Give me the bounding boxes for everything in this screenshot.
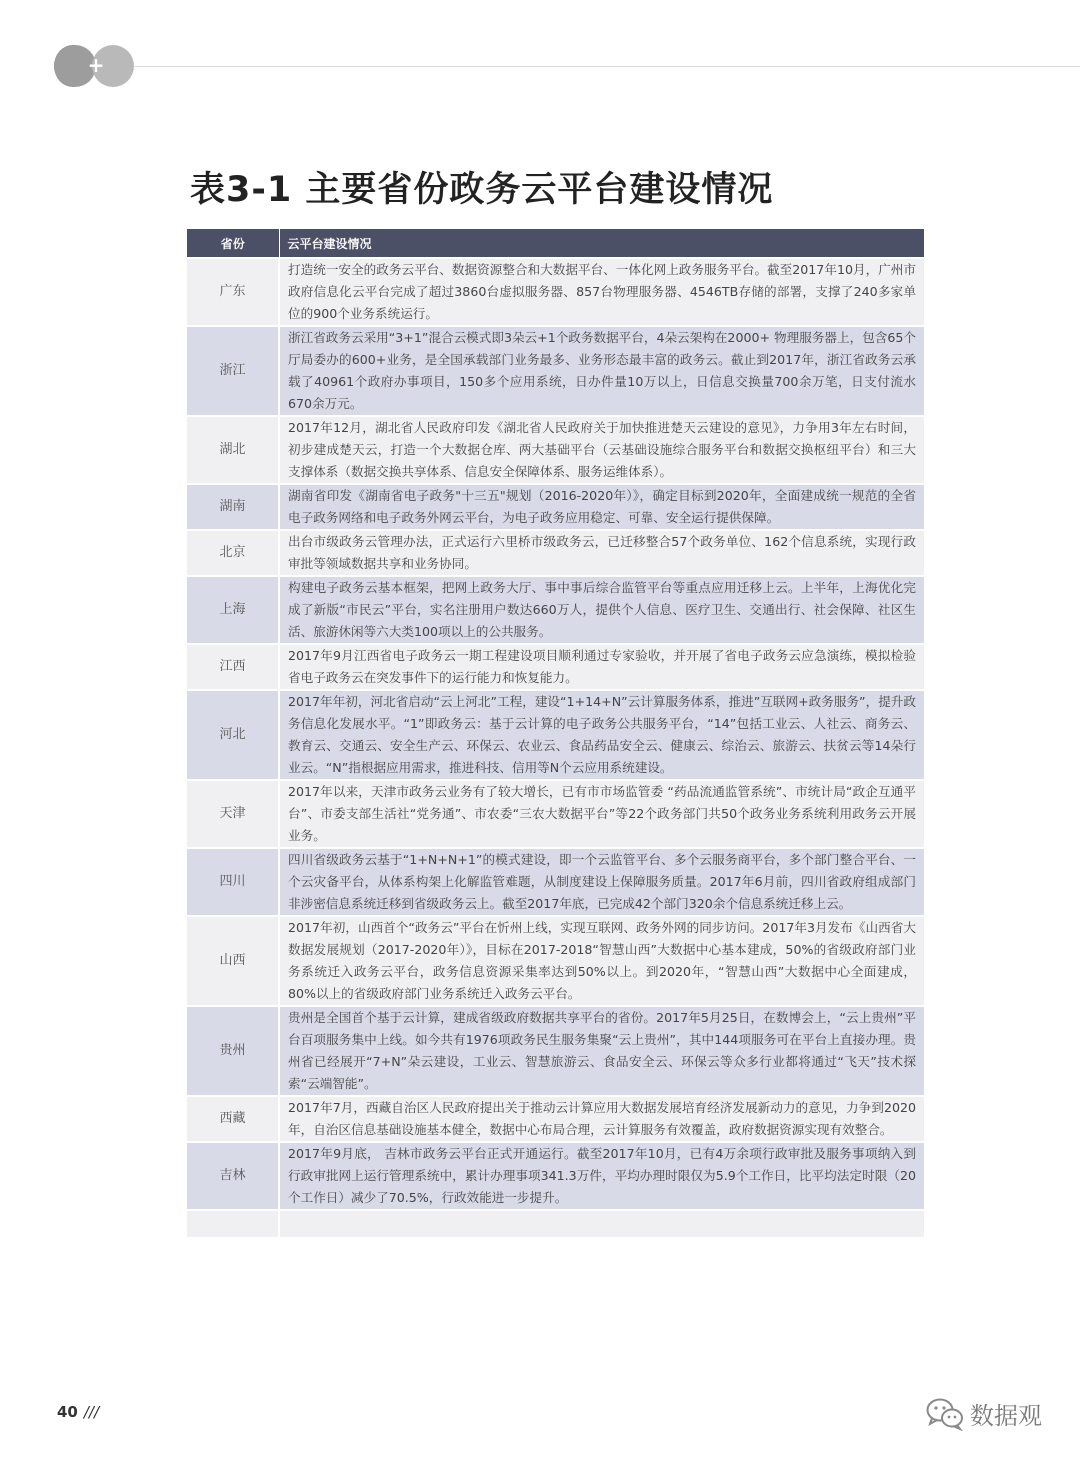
description-cell: [279, 1210, 924, 1238]
description-cell: 浙江省政务云采用“3+1”混合云模式即3朵云+1个政务数据平台，4朵云架构在2000+ 物理服务器上，包含65个厅局委办的600+业务，是全国承载部门业务最多、业务形态最丰富的政务云。截止到2017年，浙江省政务云承载了40961个政府办事项目，150多个应用系统，日办件量10万以上，日信息交换量700余万笔，日支付流水670余万元。: [279, 326, 924, 416]
province-cell: 吉林: [187, 1142, 279, 1210]
province-cell: 贵州: [187, 1006, 279, 1096]
province-cell: 上海: [187, 576, 279, 644]
table-row: [187, 326, 924, 416]
description-cell: 2017年12月，湖北省人民政府印发《湖北省人民政府关于加快推进楚天云建设的意见》，力争用3年左右时间，初步建成楚天云，打造一个大数据仓库、两大基础平台（云基础设施综合服务平台和数据交换枢纽平台）和三大支撑体系（数据交换共享体系、信息安全保障体系、服务运维体系）。: [279, 416, 924, 484]
description-cell: 贵州是全国首个基于云计算，建成省级政府数据共享平台的省份。2017年5月25日，在数博会上，“云上贵州”平台百项服务集中上线。如今共有1976项政务民生服务集聚“云上贵州”，其中144项服务可在平台上直接办理。贵州省已经展开“7+N”朵云建设，工业云、智慧旅游云、食品安全云、环保云等众多行业都将通过“飞天”技术探索“云端智能”。: [279, 1006, 924, 1096]
page-number: [57, 1403, 99, 1421]
header-description: 云平台建设情况: [279, 229, 924, 258]
table-row: [187, 416, 924, 484]
table-row: [187, 530, 924, 576]
province-cell: 北京: [187, 530, 279, 576]
province-cell: 西藏: [187, 1096, 279, 1142]
table-row: [187, 1006, 924, 1096]
description-cell: 2017年9月江西省电子政务云一期工程建设项目顺利通过专家验收，并开展了省电子政务云应急演练，模拟检验省电子政务云在突发事件下的运行能力和恢复能力。: [279, 644, 924, 690]
page-title: 表3-1 主要省份政务云平台建设情况: [190, 170, 774, 210]
province-cell: 山西: [187, 916, 279, 1006]
page-number-value: 40: [57, 1403, 78, 1421]
province-cell: 浙江: [187, 326, 279, 416]
description-cell: 2017年9月底， 吉林市政务云平台正式开通运行。截至2017年10月，已有4万余项行政审批及服务事项纳入到行政审批网上运行管理系统中，累计办理事项341.3万件，平均办理时限仅为5.9个工作日，比平均法定时限（20个工作日）减少了70.5%，行政效能进一步提升。: [279, 1142, 924, 1210]
table-row: [187, 1096, 924, 1142]
table-row: [187, 644, 924, 690]
table-row: [187, 780, 924, 848]
table-row: [187, 484, 924, 530]
table-body: [187, 258, 924, 1238]
table-row: [187, 916, 924, 1006]
description-cell: 2017年年初，河北省启动“云上河北”工程，建设“1+14+N”云计算服务体系，推进”互联网+政务服务”，提升政务信息化发展水平。“1”即政务云：基于云计算的电子政务公共服务平台，“14”包括工业云、人社云、商务云、教育云、交通云、安全生产云、环保云、农业云、食品药品安全云、健康云、综治云、旅游云、扶贫云等14朵行业云。“N”指根据应用需求，推进科技、信用等N个云应用系统建设。: [279, 690, 924, 780]
table-row: [187, 848, 924, 916]
wechat-icon: [926, 1397, 964, 1431]
province-cell: 湖南: [187, 484, 279, 530]
watermark: [926, 1396, 1042, 1431]
table-row: [187, 1142, 924, 1210]
description-cell: 四川省级政务云基于“1+N+N+1”的模式建设，即一个云监管平台、多个云服务商平台，多个部门整合平台、一个云灾备平台，从体系构架上化解监管难题，从制度建设上保障服务质量。2017年6月前，四川省政府组成部门非涉密信息系统迁移到省级政务云上。截至2017年底，已完成42个部门320余个信息系统迁移上云。: [279, 848, 924, 916]
table-row: [187, 576, 924, 644]
province-cell: [187, 1210, 279, 1238]
table-row: [187, 258, 924, 326]
province-cell: 河北: [187, 690, 279, 780]
province-cell: 江西: [187, 644, 279, 690]
header-province: 省份: [187, 229, 279, 258]
description-cell: 2017年以来，天津市政务云业务有了较大增长，已有市市场监管委 “药品流通监管系统”、市统计局“政企互通平台”、市委支部生活社“党务通”、市农委“三农大数据平台”等22个政务部门共50个政务业务系统利用政务云开展业务。: [279, 780, 924, 848]
description-cell: 打造统一安全的政务云平台、数据资源整合和大数据平台、一体化网上政务服务平台。截至2017年10月，广州市政府信息化云平台完成了超过3860台虚拟服务器、857台物理服务器、4546TB存储的部署，支撑了240多家单位的900个业务系统运行。: [279, 258, 924, 326]
logo: [54, 45, 136, 87]
province-cell: 四川: [187, 848, 279, 916]
table-header-row: [187, 229, 924, 258]
table-row: [187, 690, 924, 780]
header-rule: [120, 66, 1080, 67]
description-cell: 湖南省印发《湖南省电子政务"十三五"规划（2016-2020年）》，确定目标到2020年，全面建成统一规范的全省电子政务网络和电子政务外网云平台，为电子政务应用稳定、可靠、安全运行提供保障。: [279, 484, 924, 530]
table-row-empty: [187, 1210, 924, 1238]
page-marker: ///: [83, 1403, 100, 1421]
province-cell: 湖北: [187, 416, 279, 484]
province-cell: 天津: [187, 780, 279, 848]
description-cell: 出台市级政务云管理办法，正式运行六里桥市级政务云，已迁移整合57个政务单位、162个信息系统，实现行政审批等领域数据共享和业务协同。: [279, 530, 924, 576]
watermark-text: 数据观: [970, 1402, 1042, 1430]
description-cell: 2017年初，山西首个“政务云”平台在忻州上线，实现互联网、政务外网的同步访问。2017年3月发布《山西省大数据发展规划（2017-2020年）》，目标在2017-2018“智慧山西”大数据中心基本建成，50%的省级政府部门业务系统迁入政务云平台，政务信息资源采集率达到50%以上。到2020年，“智慧山西”大数据中心全面建成，80%以上的省级政府部门业务系统迁入政务云平台。: [279, 916, 924, 1006]
province-cloud-table: [187, 229, 924, 1239]
plus-icon: +: [87, 53, 105, 77]
description-cell: 2017年7月，西藏自治区人民政府提出关于推动云计算应用大数据发展培育经济发展新动力的意见，力争到2020年，自治区信息基础设施基本健全，数据中心布局合理，云计算服务有效覆盖，政府数据资源实现有效整合。: [279, 1096, 924, 1142]
description-cell: 构建电子政务云基本框架，把网上政务大厅、事中事后综合监管平台等重点应用迁移上云。上半年，上海优化完成了新版“市民云”平台，实名注册用户数达660万人，提供个人信息、医疗卫生、交通出行、社会保障、社区生活、旅游休闲等六大类100项以上的公共服务。: [279, 576, 924, 644]
province-cell: 广东: [187, 258, 279, 326]
